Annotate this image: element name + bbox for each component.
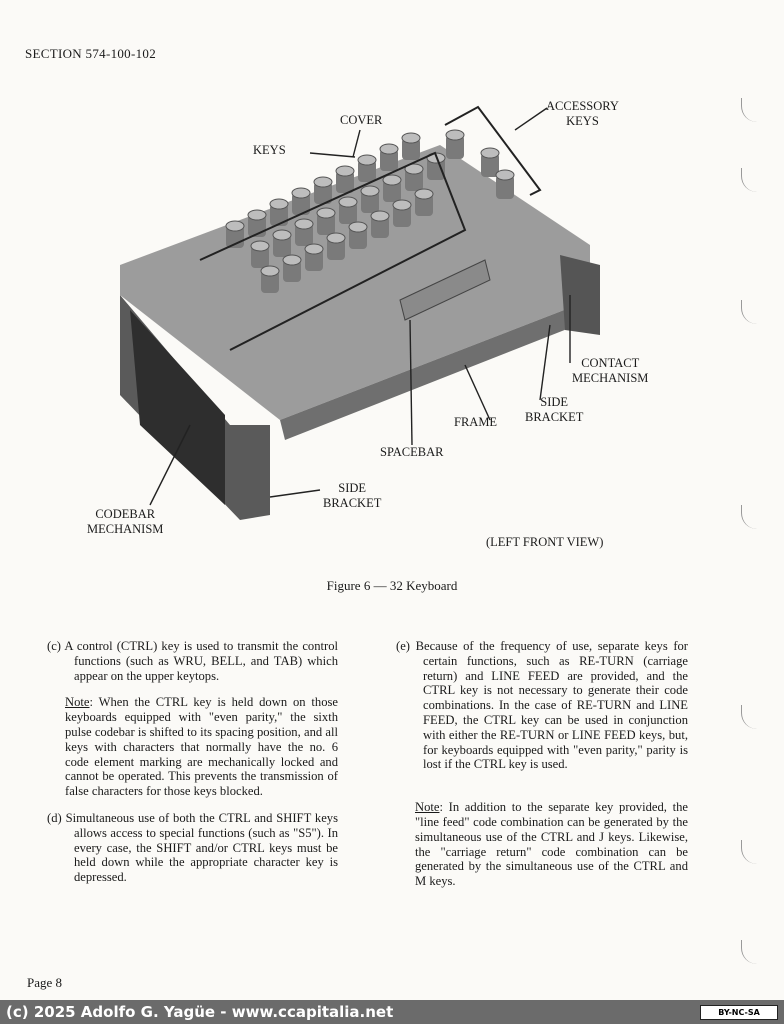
keycap-top [248, 210, 266, 220]
paragraph-e: (e) Because of the frequency of use, separate keys for certain functions, such as RE-TURN (carriage return) and LINE FEED are provided, and the CTRL key is not necessary to generate their code combinations. In the case of RE-TURN and LINE FEED, the CTRL key can be used in conjunction with either the RE-TURN or LINE FEED keys, but, for keyboards equipped with "even parity," parity is lost if the CTRL key is used. [396, 639, 688, 772]
label-spacebar: SPACEBAR [380, 445, 444, 459]
note-2-label: Note [415, 800, 440, 815]
keycap-top [295, 219, 313, 229]
label-accessory-keys: ACCESSORY KEYS [546, 99, 619, 128]
label-side-bracket-right: SIDE BRACKET [525, 395, 584, 424]
note-1 [65, 695, 338, 799]
keycap-top [251, 241, 269, 251]
keycap-top [349, 222, 367, 232]
binder-mark [741, 840, 766, 864]
cover-leader [353, 130, 360, 157]
right-column [396, 639, 688, 889]
keycap-top [339, 197, 357, 207]
note-1-text: : When the CTRL key is held down on those keyboards equipped with "even parity," the sixth pulse codebar is shifted to its spacing position, and all keys with characters that normally have the no. 6 code element marking are mechanically locked and cannot be operated. This prevents the transmission of false characters for those keys blocked. [65, 695, 338, 799]
keycap-top [393, 200, 411, 210]
label-keys: KEYS [253, 143, 286, 157]
accessory-leader [515, 108, 547, 130]
label-view: (LEFT FRONT VIEW) [486, 535, 604, 549]
keycap-top [415, 189, 433, 199]
binder-mark [741, 940, 766, 964]
keycap-top [283, 255, 301, 265]
label-codebar-mechanism: CODEBAR MECHANISM [87, 507, 164, 536]
keycap-top [317, 208, 335, 218]
label-frame: FRAME [454, 415, 498, 429]
keyboard-figure [87, 95, 670, 555]
cc-license-badge[interactable]: BY-NC-SA [700, 1005, 778, 1020]
label-cover: COVER [340, 113, 383, 127]
paragraph-d: (d) Simultaneous use of both the CTRL and SHIFT keys allows access to special functions (such as "S5"). In every case, the SHIFT and/or CTRL keys must be held down while the appropriate character key is depressed. [47, 810, 338, 885]
label-side-bracket-left: SIDE BRACKET [323, 481, 382, 510]
right-bracket-shape [560, 255, 600, 335]
keycap-top [261, 266, 279, 276]
keycap-top [402, 133, 420, 143]
keycap-top [336, 166, 354, 176]
page-number: Page 8 [27, 975, 63, 990]
keycap-top [380, 144, 398, 154]
keycap-top [361, 186, 379, 196]
side-bracket-left-leader [270, 490, 320, 497]
keycap-top [314, 177, 332, 187]
keycap-top [273, 230, 291, 240]
left-column [47, 639, 338, 885]
note-2-text: : In addition to the separate key provided, the "line feed" code combination can be generated by the simultaneous use of the CTRL and J keys. Likewise, the "carriage return" code combination can be generated by the simultaneous use of the CTRL and M keys. [415, 800, 688, 889]
figure-caption: Figure 6 — 32 Keyboard [326, 578, 458, 593]
footer-credit[interactable]: (c) 2025 Adolfo G. Yagüe - www.ccapitalia.net [6, 1003, 394, 1021]
keycap-top [292, 188, 310, 198]
frame-leader [465, 365, 490, 420]
accessory-keycap-top [481, 148, 499, 158]
binder-mark [741, 705, 766, 729]
keycap-top [358, 155, 376, 165]
binder-mark [741, 168, 766, 192]
binder-mark [741, 505, 766, 529]
keycap-top [327, 233, 345, 243]
keycap-top [371, 211, 389, 221]
keycap-top [305, 244, 323, 254]
binder-mark [741, 300, 766, 324]
accessory-keycap-top [446, 130, 464, 140]
keycap-top [270, 199, 288, 209]
paragraph-c: (c) A control (CTRL) key is used to transmit the control functions (such as WRU, BELL, and TAB) which appear on the upper keytops. [47, 639, 338, 683]
keyboard-illustration [110, 95, 670, 555]
note-2 [415, 800, 688, 889]
section-header: SECTION 574-100-102 [25, 46, 156, 61]
footer-bar [0, 1000, 784, 1024]
binder-mark [741, 98, 766, 122]
accessory-keycap-top [496, 170, 514, 180]
keys-leader [310, 153, 355, 157]
note-1-label: Note [65, 695, 90, 710]
label-contact-mechanism: CONTACT MECHANISM [572, 356, 649, 385]
keycap-top [226, 221, 244, 231]
